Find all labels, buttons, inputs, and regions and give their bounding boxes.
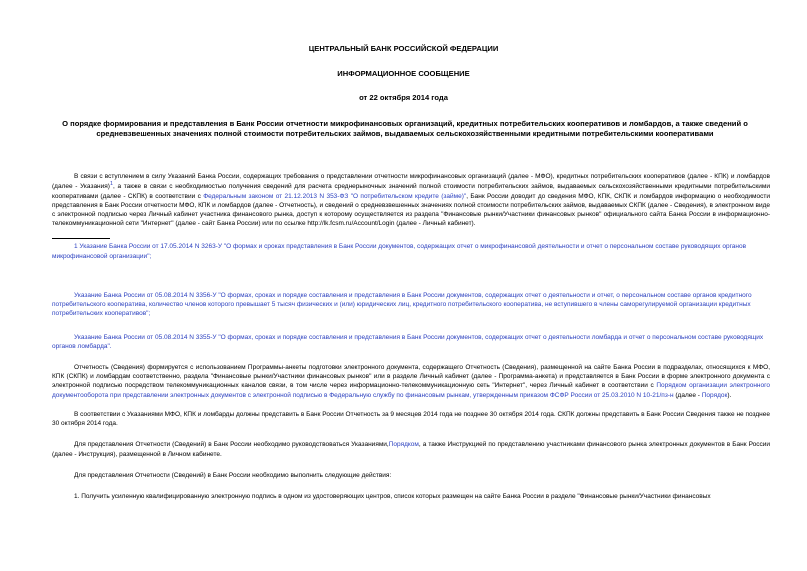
document-title: О порядке формирования и представления в Банк России отчетности микрофинансовых организаций, кредитных потребительских кооперативов и ломбардов, а также сведений о средневзвешенных значениях полной стоимости потребительских займов, выдаваемых сельскохозяйственными кредитными потребительскими кооперативами [62, 119, 748, 139]
paragraph-text: Для представления Отчетности (Сведений) в Банк России необходимо руководствоваться Указаниями, [74, 441, 389, 449]
footnote-ref[interactable]: 1 [109, 181, 113, 188]
paragraph-text: , а также Инструкцией по представлению участниками финансового рынка электронных документов в Банк России (далее - Инструкция), размещенной в Личном кабинете. [52, 441, 770, 458]
procedure-link[interactable]: Порядок [701, 391, 728, 399]
paragraph-step-1: 1. Получить усиленную квалифицированную электронную подпись в одном из удостоверяющих центров, список которых размещен на сайте Банка России в разделе "Финансовые рынки/Участники финансовых [74, 492, 711, 500]
paragraph-text: В связи с вступлением в силу Указаний Банка России, содержащих требования о представлении отчетности микрофинансовых организаций (далее - МФО), кредитных потребительских кооперативов (далее - КПК) и ломбардов (далее - Указания) [52, 173, 770, 191]
paragraph-deadline: В соответствии с Указаниями МФО, КПК и ломбарды должны представить в Банк России Отчетность за 9 месяцев 2014 года не позднее 30 октября 2014 года. СКПК должны представить в Банк России Сведения также не позднее 30 октября 2014 года. [52, 410, 770, 428]
document-body [52, 172, 770, 501]
header-date: от 22 октября 2014 года [359, 93, 448, 102]
paragraph-text: Отчетность (Сведения) формируется с использованием Программы-анкеты подготовки электронного документа, содержащего Отчетность (Сведения), размещенной на сайте Банка России в подразделах, относящихся к МФО, КПК (СКПК) и ломбардам соответственно, раздела "Финансовые рынки/Участники финансовых рынков" или в разделе Личный кабинет (далее - Программа-анкета) и представляется в Банк России в форме электронного документа с электронной подписью посредством телекоммуникационных каналов связи, в том числе через информационно-телекоммуникационную сеть "Интернет", через Личный кабинет в соответствии с [52, 364, 770, 390]
footnote-divider [52, 238, 110, 239]
federal-law-link[interactable]: Федеральным законом от 21.12.2013 N 353-ФЗ "О потребительском кредите (займе)" [203, 192, 467, 200]
footnote-2[interactable]: Указание Банка России от 05.08.2014 N 3356-У "О формах, сроках и порядке составления и представления в Банк России документов, содержащих отчет о деятельности и отчет, о персональном составе органов кредитного потребительского кооператива, количество членов которого превышает 5 тысяч физических и (или) юридических лиц, кредитного потребительского кооператива, не вступившего в члены саморегулируемой организации кредитных потребительских кооперативов"; [52, 291, 752, 318]
footnote-1[interactable]: 1 Указание Банка России от 17.05.2014 N 3263-У "О формах и сроках представления в Банк России документов, содержащих отчет о микрофинансовой деятельности и отчет о персональном составе руководящих органов микрофинансовой организации"; [52, 243, 747, 260]
paragraph-text: , Банк России доводит до сведения МФО, КПК, СКПК и ломбардов информацию о необходимости представления в Банк России отчетности МФО, КПК и ломбардов (далее - Отчетность), и сведений о средневзвешенных значениях полной стоимости потребительских займов, выдаваемых СКПК (далее - Сведения), в электронном виде с электронной подписью через Личный кабинет участника финансового рынка, доступ к которому осуществляется из раздела "Финансовые рынки/Участники финансовых рынков" официального сайта Банка России в информационно-телекоммуникационной сети "Интернет" (далее - сайт Банка России) или по ссылке http://lk.fcsm.ru/Account/Login (далее - Личный кабинет). [52, 192, 770, 228]
paragraph-format [52, 363, 770, 400]
paragraph-text: ). [727, 391, 732, 399]
paragraph-steps-intro: Для представления Отчетности (Сведений) в Банк России необходимо выполнить следующие действия: [74, 471, 392, 479]
paragraph-text: , а также в связи с необходимостью получения сведений для расчета среднерыночных значений полной стоимости потребительских займов, выдаваемых сельскохозяйственными кредитными потребительскими кооперативами (далее - СКПК) в соответствии с [52, 183, 770, 200]
paragraph-intro [52, 172, 770, 228]
paragraph-guidance [52, 440, 770, 458]
order-link[interactable]: Порядком организации электронного документооборота при представлении электронных документов с электронной подписью в Федеральную службу по финансовым рынкам, утвержденным приказом ФСФР России от 25.03.2010 N 10-21/пз-н [52, 382, 770, 399]
footnote-3[interactable]: Указание Банка России от 05.08.2014 N 3355-У "О формах, сроках и порядке составления и представления в Банк России документов, содержащих отчет о деятельности ломбарда и отчет о персональном составе руководящих органов ломбарда". [52, 333, 764, 350]
header-doc-type: ИНФОРМАЦИОННОЕ СООБЩЕНИЕ [337, 69, 470, 78]
paragraph-text: (далее - [673, 391, 702, 399]
procedure-link[interactable]: Порядком [388, 441, 419, 449]
header-bank-name: ЦЕНТРАЛЬНЫЙ БАНК РОССИЙСКОЙ ФЕДЕРАЦИИ [308, 44, 499, 53]
